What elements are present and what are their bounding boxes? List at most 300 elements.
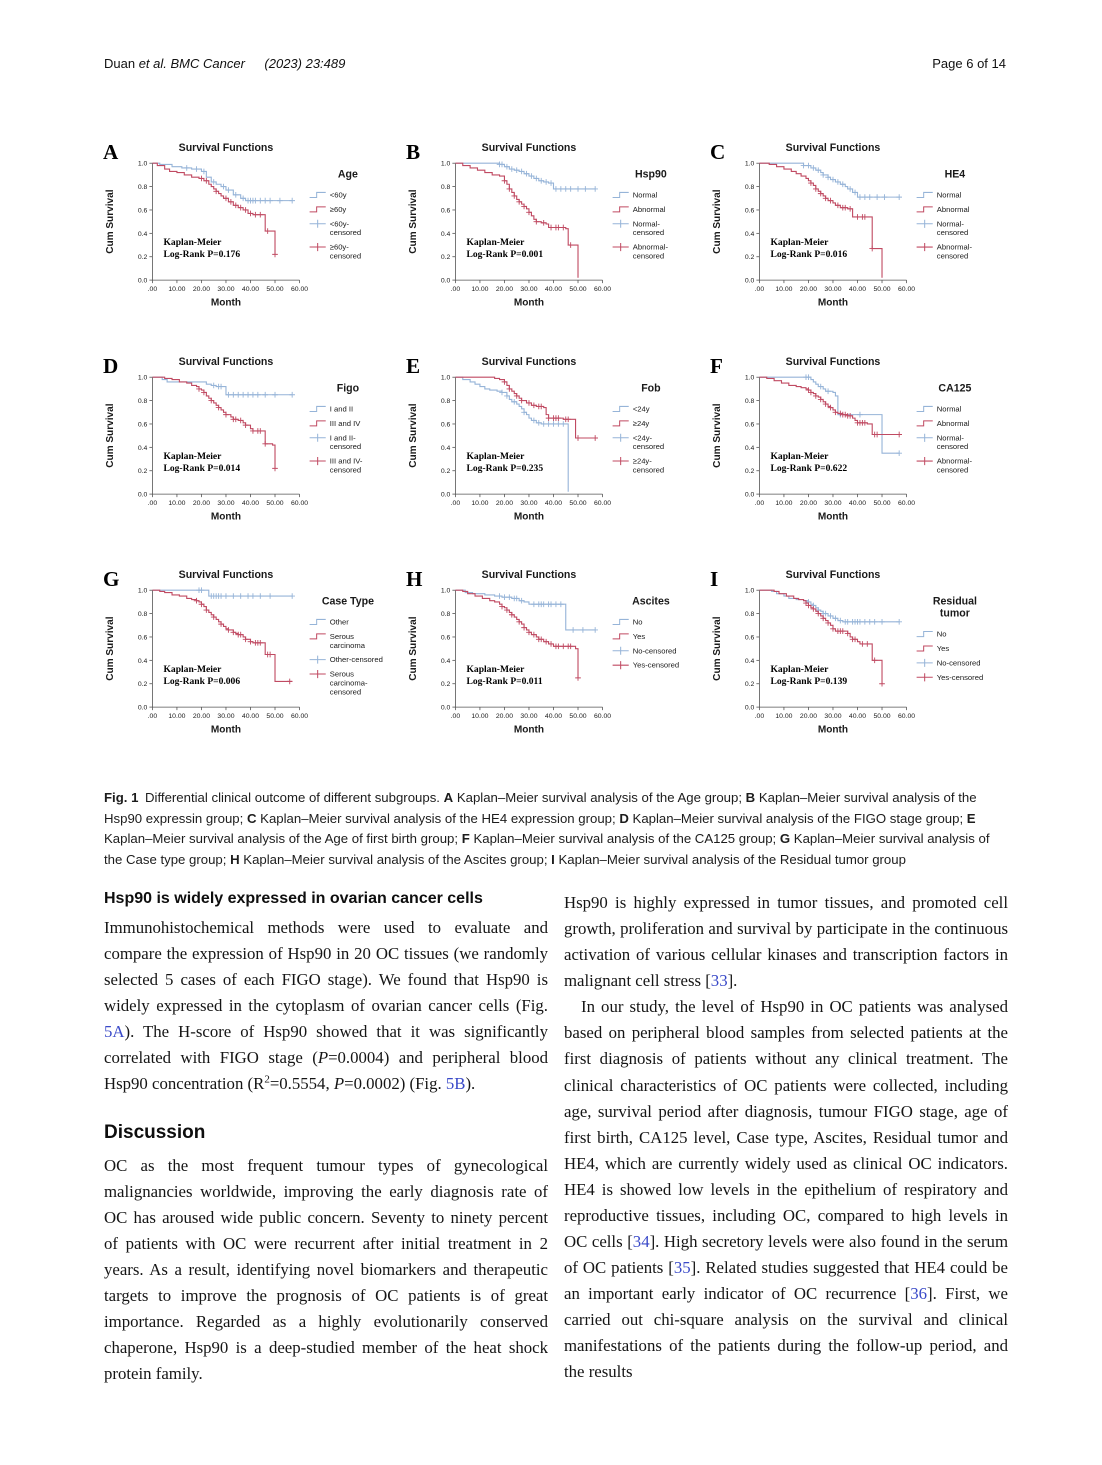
km-annotation: Kaplan-Meier [466,664,525,676]
svg-text:50.00: 50.00 [569,499,587,507]
svg-text:10.00: 10.00 [775,286,793,294]
censor-mark [277,198,283,204]
censor-mark [289,594,295,600]
svg-text:40.00: 40.00 [848,286,866,294]
km-annotation: Log-Rank P=0.622 [770,462,847,474]
svg-text:0.6: 0.6 [441,207,451,215]
inline-reference-link[interactable]: 35 [673,1257,691,1277]
svg-text:1.0: 1.0 [441,374,451,382]
km-annotation: Log-Rank P=0.006 [163,676,241,688]
km-annotation: Kaplan-Meier [770,664,829,676]
legend-label: No-censored [936,658,981,668]
legend-label: Yes-censored [936,673,983,683]
legend-line-marker [613,207,629,212]
km-annotation: Log-Rank P=0.001 [466,249,544,261]
svg-text:0.4: 0.4 [744,444,755,452]
km-panel-E [403,349,706,563]
censor-mark [272,252,278,258]
y-axis-label: Cum Survival [408,616,420,682]
censor-mark [238,594,244,600]
km-annotation: Log-Rank P=0.016 [770,249,847,261]
censor-mark [840,629,846,635]
svg-text:60.00: 60.00 [594,499,612,507]
km-curve-Normal [456,163,596,189]
legend-label: Abnormal [633,204,666,214]
censor-mark [250,392,256,398]
legend-line-marker [916,646,932,651]
censor-mark [235,392,241,398]
km-annotation: Kaplan-Meier [466,450,525,462]
censor-mark [561,421,567,427]
svg-text:10.00: 10.00 [168,286,186,294]
censor-mark [287,679,293,685]
svg-text:50.00: 50.00 [569,713,587,721]
censor-mark [257,640,263,646]
svg-text:20.00: 20.00 [496,713,514,721]
panel-letter: D [103,353,119,378]
km-chart-F [707,349,1010,563]
censor-mark [541,220,547,226]
legend-label: Serous [329,669,354,679]
censor-mark [563,186,569,192]
y-axis-label: Cum Survival [105,403,117,468]
legend-label: ≥60y- [329,242,349,252]
legend-label: Abnormal- [633,242,669,252]
censor-mark [184,165,190,171]
svg-text:60.00: 60.00 [897,286,915,294]
censor-mark [593,435,599,441]
censor-mark [546,415,552,421]
km-curve-Abnormal [759,377,899,434]
svg-text:0.6: 0.6 [137,421,148,429]
svg-text:20.00: 20.00 [799,286,817,294]
censor-mark [896,619,902,625]
svg-text:0.4: 0.4 [137,658,148,666]
km-curve-Normal [759,163,899,197]
chart-title: Survival Functions [178,355,274,368]
svg-text:0.8: 0.8 [137,397,148,405]
panel-letter: C [709,140,725,165]
legend-line-marker [916,632,932,637]
censor-mark [857,619,863,625]
censor-mark [561,644,567,650]
km-annotation: Kaplan-Meier [466,237,525,249]
km-annotation: Kaplan-Meier [163,664,222,676]
legend-label: ≥24y- [633,456,653,466]
km-curve-No [759,590,899,622]
legend-title: CA125 [938,381,972,394]
legend-line-marker [613,192,629,197]
legend-line-marker [916,192,932,197]
km-chart-G [100,562,403,776]
chart-title: Survival Functions [481,142,577,155]
km-annotation: Kaplan-Meier [163,237,222,249]
km-curve-Abnormal [456,163,579,278]
right-column [564,890,1008,1387]
svg-text:0.0: 0.0 [441,491,451,499]
svg-text:20.00: 20.00 [496,286,514,294]
censor-mark [896,431,902,437]
legend-censor-marker [613,433,629,441]
legend-censor-marker [310,433,326,441]
svg-text:40.00: 40.00 [545,713,563,721]
censor-mark [549,602,555,608]
legend-label: Serous [329,632,354,642]
censor-mark [231,594,237,600]
x-axis-label: Month [210,297,242,309]
censor-mark [257,198,263,204]
x-axis-label: Month [514,297,545,309]
svg-text:0.4: 0.4 [441,444,451,452]
svg-text:1.0: 1.0 [441,587,451,595]
censor-mark [531,602,537,608]
chart-title: Survival Functions [178,569,274,582]
censor-mark [223,594,229,600]
censor-mark [231,392,237,398]
censor-mark [862,214,868,220]
censor-mark [245,392,251,398]
svg-text:0.6: 0.6 [441,634,451,642]
legend-censor-marker [613,243,629,251]
legend-line-marker [916,420,932,425]
svg-text:40.00: 40.00 [545,499,563,507]
censor-mark [593,627,599,633]
legend-line-marker [613,620,629,625]
svg-text:60.00: 60.00 [594,713,612,721]
inline-reference-link[interactable]: 34 [632,1231,650,1251]
svg-text:0.8: 0.8 [744,611,755,619]
censor-mark [245,594,251,600]
svg-text:.00: .00 [147,286,158,294]
legend-label: Normal- [936,219,964,229]
censor-mark [199,588,205,594]
legend-label: censored [329,441,362,451]
km-annotation: Log-Rank P=0.176 [163,249,241,261]
legend-label: censored [936,465,968,475]
censor-mark [879,681,885,687]
svg-text:0.4: 0.4 [137,444,148,452]
legend-label: ≥60y [329,204,347,214]
svg-text:40.00: 40.00 [545,286,563,294]
legend-label: Abnormal [936,204,970,214]
censor-mark [881,194,887,200]
km-curve-<60y [152,163,292,200]
legend-censor-marker [916,220,932,228]
legend-title: Fob [641,381,661,394]
svg-text:0.4: 0.4 [137,230,148,238]
censor-mark [867,194,873,200]
legend-label: Yes [936,644,949,654]
censor-mark [556,415,562,421]
panel-letter: A [103,140,119,165]
svg-text:0.6: 0.6 [137,207,148,215]
legend-label: censored [936,228,968,238]
legend-line-marker [310,207,326,212]
svg-text:10.00: 10.00 [775,713,793,721]
legend-title: Residual [932,595,977,608]
censor-mark [240,392,246,398]
legend-label: <60y [329,190,347,200]
inline-reference-link[interactable]: 5B [445,1074,466,1094]
censor-mark [211,382,217,388]
paragraph: Immunohistochemical methods were used to evaluate and compare the expression of Hsp90 in 20 OC tissues (we randomly selected 5 cases of each FIGO stage). We found that Hsp90 is widely expressed in the cytoplasm of ovarian cancer cells (Fig. 5A). The H-score of Hsp90 showed that it was significantly correlated with FIGO stage (P=0.0004) and peripheral blood Hsp90 concentration ($R^2=0.5554$, P=0.0002) (Fig. 5B). [104,918,549,1094]
censor-mark [507,595,513,601]
censor-mark [842,411,848,417]
svg-text:0.4: 0.4 [441,230,451,238]
legend-title: Ascites [632,595,671,608]
km-panel-I [707,562,1010,776]
chart-title: Survival Functions [785,569,880,582]
censor-mark [896,450,902,456]
censor-mark [257,428,263,434]
x-axis-label: Month [514,510,545,522]
svg-text:0.2: 0.2 [441,681,451,689]
svg-text:60.00: 60.00 [290,286,309,294]
x-axis-label: Month [817,724,848,736]
censor-mark [568,644,574,650]
svg-text:0.0: 0.0 [441,277,451,285]
legend-label: Normal- [633,219,661,229]
censor-mark [502,595,508,601]
svg-text:1.0: 1.0 [137,160,148,168]
km-curve-Normal [759,377,899,453]
km-panel-G [100,562,403,776]
censor-mark [571,627,577,633]
legend-label: Abnormal [936,418,970,428]
km-chart-A [100,135,403,349]
svg-text:0.2: 0.2 [441,467,451,475]
censor-mark [867,619,873,625]
svg-text:0.2: 0.2 [137,681,148,689]
km-chart-D [100,349,403,563]
svg-text:0.6: 0.6 [744,421,755,429]
legend-label: carcinoma- [329,678,368,688]
svg-text:0.8: 0.8 [441,184,451,192]
svg-text:0.6: 0.6 [441,421,451,429]
legend-line-marker [613,406,629,411]
chart-title: Survival Functions [785,355,880,368]
svg-text:30.00: 30.00 [217,286,235,294]
censor-mark [497,594,503,600]
svg-text:20.00: 20.00 [799,499,817,507]
legend-label: censored [329,687,362,697]
legend-line-marker [310,620,326,625]
page-header [0,0,1102,71]
censor-mark [194,598,200,604]
legend-censor-marker [916,659,932,667]
censor-mark [289,198,295,204]
km-chart-B [403,135,706,349]
panel-letter: E [406,353,421,378]
censor-mark [556,644,562,650]
censor-mark [568,186,574,192]
censor-mark [257,212,263,218]
svg-text:50.00: 50.00 [873,499,891,507]
km-annotation: Kaplan-Meier [770,450,829,462]
x-axis-label: Month [210,510,242,522]
censor-mark [272,465,278,471]
legend-label: Other [329,617,349,627]
km-curve-Abnormal [759,163,882,278]
km-chart-E [403,349,706,563]
left-column [104,890,548,1387]
chart-title: Survival Functions [178,142,274,155]
km-curve-<24y [456,377,569,492]
legend-label: censored [633,251,665,261]
legend-title: Figo [336,381,360,394]
legend-label: III and IV- [329,456,363,466]
censor-mark [267,594,273,600]
page-number: Page 6 of 14 [932,56,1006,71]
legend-line-marker [310,420,326,425]
censor-mark [551,421,557,427]
svg-text:40.00: 40.00 [848,499,866,507]
inline-reference-link[interactable]: 36 [910,1283,928,1303]
svg-text:50.00: 50.00 [873,286,891,294]
svg-text:0.0: 0.0 [137,491,148,499]
svg-text:20.00: 20.00 [192,499,211,507]
running-head [104,56,345,71]
svg-text:10.00: 10.00 [168,499,186,507]
svg-text:60.00: 60.00 [897,713,915,721]
censor-mark [253,198,259,204]
svg-text:30.00: 30.00 [824,286,842,294]
km-annotation: Log-Rank P=0.014 [163,462,241,474]
censor-mark [262,441,268,447]
censor-mark [874,431,880,437]
y-axis-label: Cum Survival [711,403,723,468]
legend-label: carcinoma [329,641,366,651]
figure-1-panels [100,135,1010,776]
km-panel-B [403,135,706,349]
legend-label: Normal [936,404,962,414]
legend-censor-marker [916,243,932,251]
legend-label: Normal [633,190,658,200]
censor-mark [556,225,562,231]
censor-mark [854,214,860,220]
censor-mark [580,627,586,633]
panel-letter: H [406,567,423,592]
censor-mark [862,194,868,200]
x-axis-label: Month [210,724,242,736]
legend-label: Abnormal- [936,242,972,252]
svg-text:.00: .00 [754,713,764,721]
svg-text:50.00: 50.00 [266,499,284,507]
inline-reference-link[interactable]: 5A [104,1022,125,1042]
svg-text:10.00: 10.00 [471,286,489,294]
km-annotation: Log-Rank P=0.139 [770,676,847,688]
svg-text:0.2: 0.2 [137,254,148,262]
censor-mark [250,594,256,600]
svg-text:30.00: 30.00 [520,286,538,294]
censor-mark [862,619,868,625]
svg-text:0.4: 0.4 [441,658,451,666]
svg-text:30.00: 30.00 [520,713,538,721]
km-curve-≥24y [456,377,596,438]
censor-mark [500,389,506,395]
legend-label: Yes-censored [633,660,680,670]
article-body [104,890,1008,1387]
km-panel-F [707,349,1010,563]
svg-text:1.0: 1.0 [441,160,451,168]
paragraph: In our study, the level of Hsp90 in OC patients was analysed based on peripheral blood samples from selected patients at the first diagnosis of patients without any clinical treatment. The clinical characteristics of OC patients were collected, including age, survival period after diagnosis, tumour FIGO stage, age of first birth, CA125 level, Case type, Ascites, Residual tumor and HE4, which are currently widely used as clinical OC indicators. HE4 is showed low levels in the epithelium of respiratory and reproductive tissues, including OC, compared to high levels in OC cells [34]. High secretory levels were also found in the serum of OC patients [35]. Related studies suggested that HE4 could be an important early indicator of OC recurrence [36]. First, we carried out chi-square analysis on the survival and clinical manifestations of the patients during the follow-up period, and the results [564,997,1008,1381]
censor-mark [857,411,863,417]
svg-text:10.00: 10.00 [775,499,793,507]
chart-title: Survival Functions [481,569,577,582]
censor-mark [576,186,582,192]
legend-label: <24y [633,404,650,414]
x-axis-label: Month [817,297,848,309]
svg-text:0.8: 0.8 [441,611,451,619]
censor-mark [253,212,259,218]
svg-text:40.00: 40.00 [848,713,866,721]
svg-text:0.2: 0.2 [137,467,148,475]
censor-mark [218,383,224,389]
legend-censor-marker [310,656,326,664]
legend-title: Hsp90 [635,168,668,181]
svg-text:50.00: 50.00 [569,286,587,294]
legend-title: HE4 [944,168,965,181]
censor-mark [556,421,562,427]
svg-text:30.00: 30.00 [217,499,235,507]
svg-text:1.0: 1.0 [137,374,148,382]
svg-text:1.0: 1.0 [744,160,755,168]
panel-letter: B [406,140,421,165]
svg-text:.00: .00 [754,499,764,507]
km-chart-H [403,562,706,776]
svg-text:1.0: 1.0 [137,587,148,595]
svg-text:1.0: 1.0 [744,587,755,595]
km-panel-C [707,135,1010,349]
legend-label: censored [329,251,362,261]
censor-mark [255,392,261,398]
svg-text:10.00: 10.00 [471,713,489,721]
svg-text:0.8: 0.8 [744,184,755,192]
km-annotation: Log-Rank P=0.235 [466,462,544,474]
svg-text:0.0: 0.0 [744,704,755,712]
legend-label: censored [329,465,362,475]
legend-line-marker [916,207,932,212]
section-heading: Hsp90 is widely expressed in ovarian cancer cells [104,890,483,908]
legend-censor-marker [916,674,932,682]
censor-mark [262,198,268,204]
inline-reference-link[interactable]: 33 [710,971,728,991]
svg-text:0.4: 0.4 [744,230,755,238]
censor-mark [869,246,875,252]
paragraph: Hsp90 is highly expressed in tumor tissues, and promoted cell growth, proliferation and survival by participate in the continuous activation of various cellular kinases and transcription factors in malignant cell stress [33]. [564,893,1008,991]
censor-mark [218,594,224,600]
svg-text:1.0: 1.0 [744,374,755,382]
km-panel-A [100,135,403,349]
censor-mark [194,166,200,172]
censor-mark [539,403,545,409]
censor-mark [257,594,263,600]
svg-text:0.8: 0.8 [744,397,755,405]
author-name: Duan [104,56,139,71]
legend-title: Case Type [321,595,374,608]
legend-line-marker [613,634,629,639]
censor-mark [541,421,547,427]
svg-text:0.6: 0.6 [744,634,755,642]
svg-text:0.0: 0.0 [441,704,451,712]
legend-label: Abnormal- [936,456,972,466]
censor-mark [561,225,567,231]
svg-text:0.4: 0.4 [744,658,755,666]
km-annotation: Kaplan-Meier [770,237,829,249]
censor-mark [267,652,273,658]
legend-label: censored [633,228,665,238]
svg-text:0.8: 0.8 [137,611,148,619]
